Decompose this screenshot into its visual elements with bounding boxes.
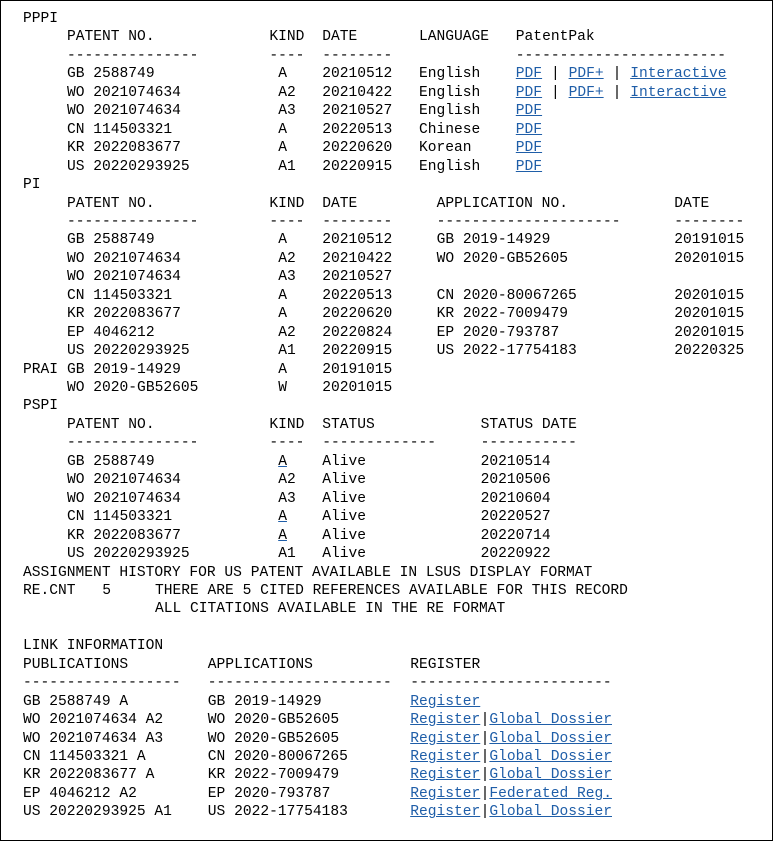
pi-header-application-date: DATE [674, 195, 710, 212]
pppi-kind: A2 [278, 84, 296, 101]
pppi-kind: A3 [278, 103, 296, 120]
pi-patent-no: US 20220293925 [67, 343, 190, 360]
pppi-kind: A [278, 140, 287, 157]
pspi-status: Alive [322, 527, 366, 544]
pppi-patent-no: US 20220293925 [67, 158, 190, 175]
prai-date: 20191015 [322, 361, 393, 378]
pppi-date: 20220915 [322, 158, 393, 175]
link-publication: KR 2022083677 A [23, 767, 155, 784]
interactive-link[interactable]: Interactive [630, 66, 727, 83]
pi-application-date: 20191015 [674, 232, 745, 249]
global-dossier-link[interactable]: Global Dossier [489, 749, 612, 765]
pspi-patent-no: CN 114503321 [67, 509, 173, 526]
pspi-patent-no: US 20220293925 [67, 546, 190, 563]
link-publication: US 20220293925 A1 [23, 804, 172, 821]
pspi-status: Alive [322, 453, 366, 470]
link-application: KR 2022-7009479 [207, 767, 340, 784]
federated-reg-link[interactable]: Federated Reg. [489, 785, 612, 802]
link-publication: WO 2021074634 A3 [23, 730, 164, 747]
pi-date: 20220513 [322, 287, 393, 304]
register-link[interactable]: Register [410, 767, 481, 784]
pi-date: 20220620 [322, 306, 393, 323]
pi-header-date: DATE [322, 195, 358, 212]
register-link[interactable]: Register [410, 785, 481, 802]
pi-divider-application-date: -------- [674, 213, 745, 230]
pdf-link[interactable]: PDF [515, 121, 543, 138]
pppi-patent-no: WO 2021074634 [67, 103, 181, 120]
pi-kind: A2 [278, 250, 296, 267]
pppi-language: Chinese [419, 121, 481, 138]
pi-patent-no: KR 2022083677 [67, 306, 181, 323]
pspi-kind: A [278, 527, 287, 544]
pi-patent-no: EP 4046212 [67, 324, 155, 341]
pppi-date: 20210422 [322, 84, 393, 101]
pi-kind: A1 [278, 343, 296, 360]
link-publication: WO 2021074634 A2 [23, 712, 164, 729]
link-divider-register: ----------------------- [410, 675, 612, 692]
global-dossier-link[interactable]: Global Dossier [489, 767, 612, 784]
pspi-kind: A [278, 509, 287, 526]
link-separator: | [480, 804, 490, 821]
pppi-patent-no: GB 2588749 [67, 66, 155, 83]
pspi-divider-kind: ---- [269, 435, 305, 452]
pppi-patent-no: WO 2021074634 [67, 84, 181, 101]
pi-kind: A [278, 232, 287, 249]
link-separator: | [612, 66, 622, 83]
pspi-status-date: 20210604 [480, 490, 551, 507]
pi-application-no: WO 2020-GB52605 [436, 250, 568, 267]
pi-patent-no: WO 2021074634 [67, 269, 181, 286]
prai-date: 20201015 [322, 380, 393, 396]
pppi-divider-patentpak: ------------------------ [515, 47, 726, 64]
pi-date: 20220824 [322, 324, 393, 341]
pppi-header-kind: KIND [269, 29, 305, 46]
assignment-history-note: ASSIGNMENT HISTORY FOR US PATENT AVAILABLE IN LSUS DISPLAY FORMAT [23, 564, 593, 581]
prai-application-no: GB 2019-14929 [67, 361, 181, 378]
link-separator: | [480, 730, 490, 747]
pppi-divider-kind: ---- [269, 47, 305, 64]
pspi-patent-no: KR 2022083677 [67, 527, 181, 544]
pi-kind: A3 [278, 269, 296, 286]
link-divider-publications: ------------------ [23, 675, 181, 692]
pppi-patent-no: CN 114503321 [67, 121, 173, 138]
link-publication: GB 2588749 A [23, 693, 129, 710]
pspi-kind: A3 [278, 490, 296, 507]
pspi-status: Alive [322, 546, 366, 563]
prai-field-tag: PRAI [23, 361, 59, 378]
pi-header-kind: KIND [269, 195, 305, 212]
global-dossier-link[interactable]: Global Dossier [489, 804, 612, 821]
pspi-divider-patent: --------------- [67, 435, 199, 452]
pi-kind: A [278, 306, 287, 323]
pi-header-application-no: APPLICATION NO. [436, 195, 568, 212]
pspi-field-tag: PSPI [23, 398, 59, 415]
pdf-link[interactable]: PDF+ [568, 66, 604, 83]
pspi-header-patent-no: PATENT NO. [67, 416, 155, 433]
pppi-language: English [419, 158, 481, 175]
pppi-divider-patent: --------------- [67, 47, 199, 64]
pspi-status: Alive [322, 472, 366, 489]
pspi-status: Alive [322, 509, 366, 526]
link-header-applications: APPLICATIONS [207, 656, 313, 673]
pppi-kind: A1 [278, 158, 296, 175]
link-application: GB 2019-14929 [207, 693, 322, 710]
pdf-link[interactable]: PDF [515, 103, 543, 120]
global-dossier-link[interactable]: Global Dossier [489, 712, 612, 729]
link-separator: | [551, 84, 560, 101]
link-separator: | [612, 84, 622, 101]
pppi-language: English [419, 84, 481, 101]
pspi-divider-status: ------------- [322, 435, 437, 452]
pspi-kind: A1 [278, 546, 296, 563]
link-application: WO 2020-GB52605 [207, 712, 340, 729]
pdf-link[interactable]: PDF [515, 158, 543, 175]
link-separator: | [480, 749, 490, 765]
pi-divider-application: --------------------- [436, 213, 621, 230]
link-publication: CN 114503321 A [23, 749, 146, 765]
pi-kind: A [278, 287, 287, 304]
link-header-register: REGISTER [410, 656, 481, 673]
link-divider-applications: --------------------- [207, 675, 392, 692]
pi-application-no: CN 2020-80067265 [436, 287, 577, 304]
pi-date: 20210422 [322, 250, 393, 267]
pdf-link[interactable]: PDF [515, 66, 543, 83]
pi-application-date: 20201015 [674, 250, 745, 267]
link-application: EP 2020-793787 [207, 785, 331, 802]
pspi-status: Alive [322, 490, 366, 507]
pi-kind: A2 [278, 324, 296, 341]
pppi-field-tag: PPPI [23, 11, 59, 27]
pi-patent-no: WO 2021074634 [67, 250, 181, 267]
pi-field-tag: PI [23, 177, 41, 194]
link-separator: | [480, 712, 490, 729]
recnt-count: 5 [102, 582, 111, 599]
pspi-status-date: 20210514 [480, 453, 551, 470]
pppi-header-patent-no: PATENT NO. [67, 29, 155, 46]
pi-application-date: 20201015 [674, 324, 745, 341]
pi-application-no: KR 2022-7009479 [436, 306, 568, 323]
link-separator: | [551, 66, 560, 83]
pspi-header-status-date: STATUS DATE [480, 416, 577, 433]
pi-application-no: GB 2019-14929 [436, 232, 551, 249]
pspi-status-date: 20220527 [480, 509, 551, 526]
pppi-kind: A [278, 66, 287, 83]
pspi-status-date: 20210506 [480, 472, 551, 489]
pppi-language: English [419, 66, 481, 83]
pi-divider-patent: --------------- [67, 213, 199, 230]
pppi-date: 20220513 [322, 121, 393, 138]
pspi-patent-no: WO 2021074634 [67, 490, 181, 507]
global-dossier-link[interactable]: Global Dossier [489, 730, 612, 747]
link-publication: EP 4046212 A2 [23, 785, 137, 802]
pi-application-no: US 2022-17754183 [436, 343, 577, 360]
interactive-link[interactable]: Interactive [630, 84, 727, 101]
pi-divider-date: -------- [322, 213, 393, 230]
register-link[interactable]: Register [410, 730, 481, 747]
pppi-header-language: LANGUAGE [419, 29, 490, 46]
pppi-date: 20220620 [322, 140, 393, 157]
pspi-divider-status-date: ----------- [480, 435, 577, 452]
link-info-title: LINK INFORMATION [23, 638, 164, 655]
pdf-link[interactable]: PDF [515, 84, 543, 101]
pi-divider-kind: ---- [269, 213, 305, 230]
recnt-cited-references-note: THERE ARE 5 CITED REFERENCES AVAILABLE FOR THIS RECORD [155, 582, 628, 599]
pspi-kind: A2 [278, 472, 296, 489]
pspi-kind: A [278, 453, 287, 470]
pppi-language: English [419, 103, 481, 120]
pi-application-date: 20220325 [674, 343, 745, 360]
pi-header-patent-no: PATENT NO. [67, 195, 155, 212]
pi-patent-no: CN 114503321 [67, 287, 173, 304]
pppi-date: 20210527 [322, 103, 393, 120]
register-link[interactable]: Register [410, 804, 481, 821]
pppi-divider-date: -------- [322, 47, 393, 64]
pspi-header-status: STATUS [322, 416, 375, 433]
pdf-link[interactable]: PDF [515, 140, 543, 157]
pi-application-date: 20201015 [674, 306, 745, 323]
pppi-date: 20210512 [322, 66, 393, 83]
register-link[interactable]: Register [410, 749, 481, 765]
pspi-patent-no: WO 2021074634 [67, 472, 181, 489]
pppi-kind: A [278, 121, 287, 138]
pppi-header-patentpak: PatentPak [515, 29, 595, 46]
link-application: CN 2020-80067265 [207, 749, 348, 765]
link-header-publications: PUBLICATIONS [23, 656, 129, 673]
pi-date: 20210527 [322, 269, 393, 286]
pspi-status-date: 20220922 [480, 546, 551, 563]
link-application: WO 2020-GB52605 [207, 730, 340, 747]
pi-date: 20220915 [322, 343, 393, 360]
pspi-patent-no: GB 2588749 [67, 453, 155, 470]
prai-kind: A [278, 361, 287, 378]
link-separator: | [480, 785, 490, 802]
pspi-status-date: 20220714 [480, 527, 551, 544]
prai-application-no: WO 2020-GB52605 [67, 380, 199, 396]
pi-application-no: EP 2020-793787 [436, 324, 560, 341]
pi-application-date: 20201015 [674, 287, 745, 304]
pppi-patent-no: KR 2022083677 [67, 140, 181, 157]
pspi-header-kind: KIND [269, 416, 305, 433]
recnt-citations-note: ALL CITATIONS AVAILABLE IN THE RE FORMAT [155, 601, 506, 618]
pi-date: 20210512 [322, 232, 393, 249]
pi-patent-no: GB 2588749 [67, 232, 155, 249]
pppi-header-date: DATE [322, 29, 358, 46]
link-application: US 2022-17754183 [207, 804, 348, 821]
link-separator: | [480, 767, 490, 784]
prai-kind: W [278, 380, 287, 396]
register-link[interactable]: Register [410, 693, 481, 710]
pdf-link[interactable]: PDF+ [568, 84, 604, 101]
register-link[interactable]: Register [410, 712, 481, 729]
pppi-language: Korean [419, 140, 472, 157]
recnt-field-tag: RE.CNT [23, 582, 76, 599]
